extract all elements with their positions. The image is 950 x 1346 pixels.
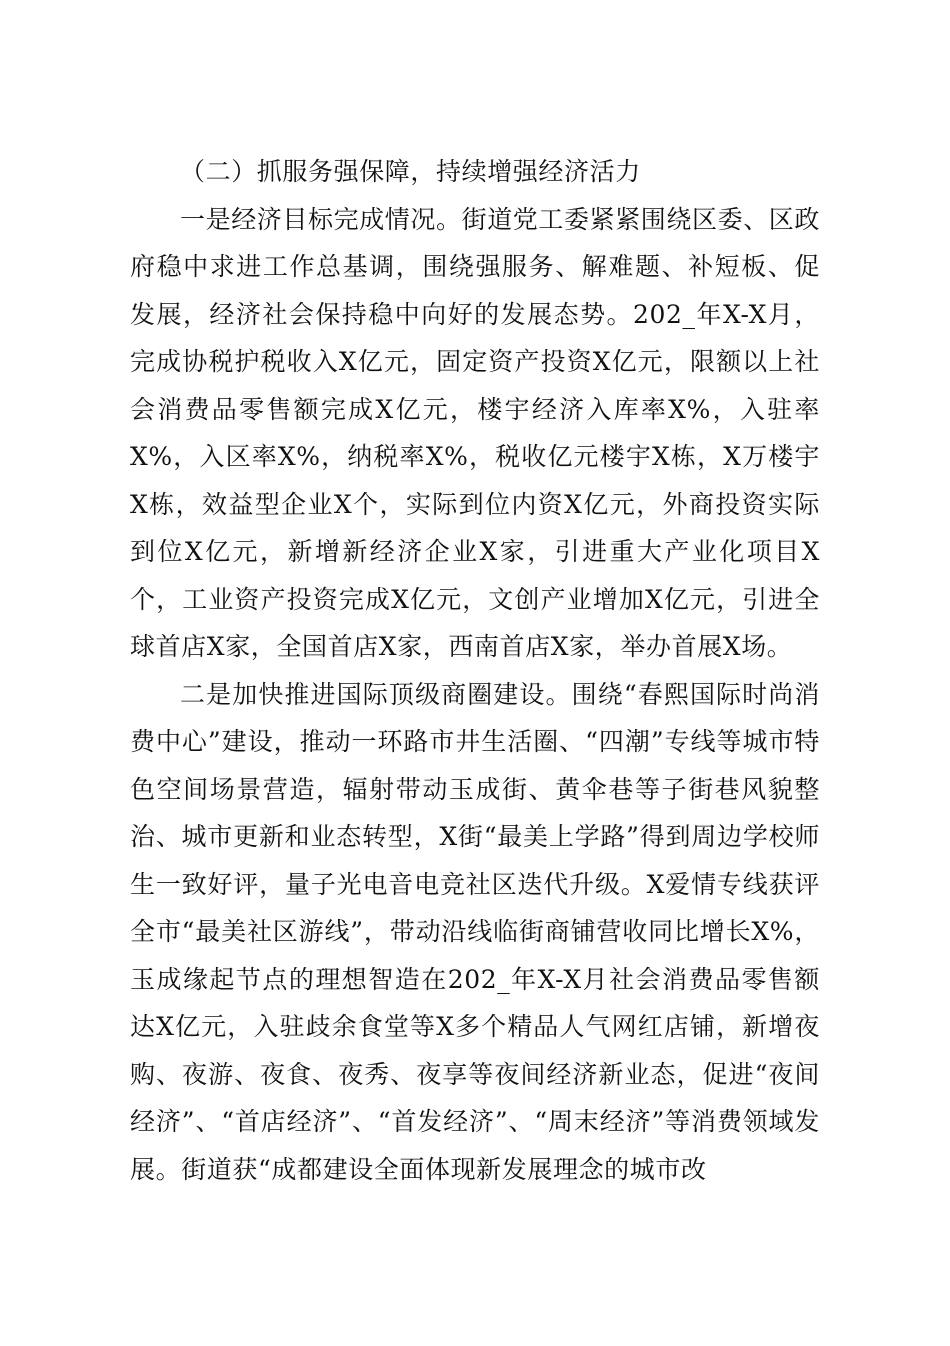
paragraph-business-district: 二是加快推进国际顶级商圈建设。围绕“春熙国际时尚消费中心”建设，推动一环路市井生活圈、“四潮”专线等城市特色空间场景营造，辐射带动玉成街、黄伞巷等子街巷风貌整治、城市更新和业态转型，X街“最美上学路”得到周边学校师生一致好评，量子光电音电竞社区迭代升级。X爱情专线获评全市“最美社区游线”，带动沿线临街商铺营收同比增长X%，玉成缘起节点的理想智造在202_年X-X月社会消费品零售额达X亿元，入驻歧余食堂等X多个精品人气网红店铺，新增夜购、夜游、夜食、夜秀、夜享等夜间经济新业态，促进“夜间经济”、“首店经济”、“首发经济”、“周末经济”等消费领域发展。街道获“成都建设全面体现新发展理念的城市改 [130,679,820,1184]
document-body [130,148,820,1193]
section-heading: （二）抓服务强保障，持续增强经济活力 [180,157,641,186]
paragraph-economic-targets: 一是经济目标完成情况。街道党工委紧紧围绕区委、区政府稳中求进工作总基调，围绕强服务、解难题、补短板、促发展，经济社会保持稳中向好的发展态势。202_年X-X月，完成协税护税收入X亿元，固定资产投资X亿元，限额以上社会消费品零售额完成X亿元，楼宇经济入库率X%，入驻率X%，入区率X%，纳税率X%，税收亿元楼宇X栋，X万楼宇X栋，效益型企业X个，实际到位内资X亿元，外商投资实际到位X亿元，新增新经济企业X家，引进重大产业化项目X个，工业资产投资完成X亿元，文创产业增加X亿元，引进全球首店X家，全国首店X家，西南首店X家，举办首展X场。 [130,204,821,661]
